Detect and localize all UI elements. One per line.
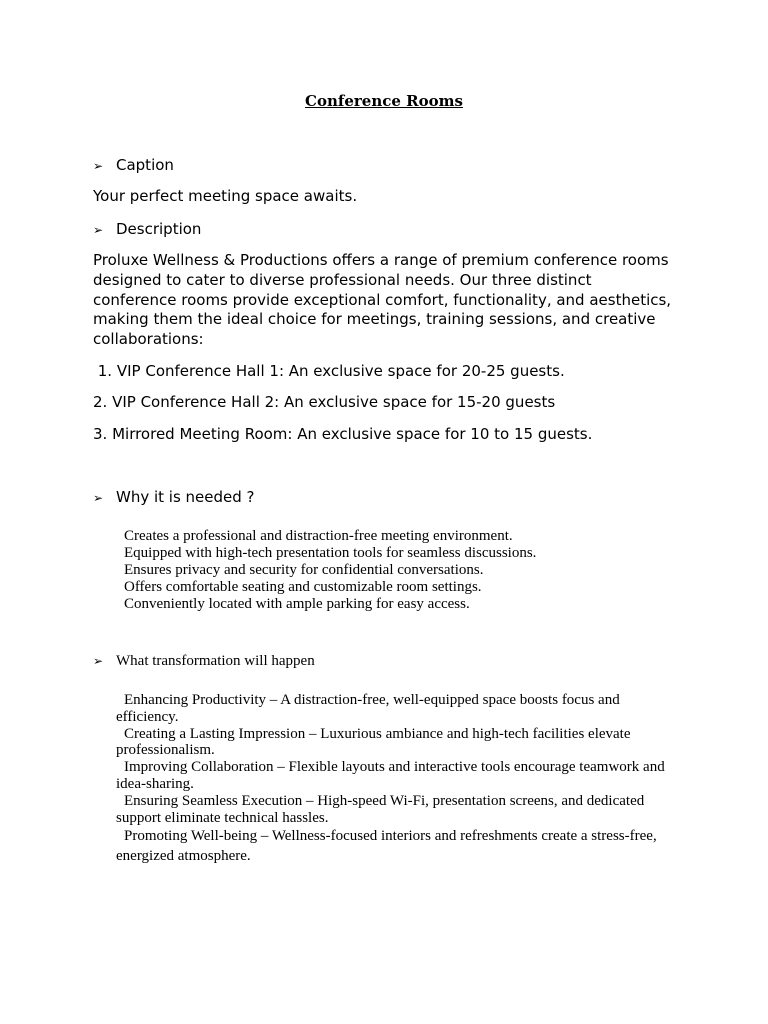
description-heading [93, 220, 201, 238]
why-heading-label: Why it is needed ? [116, 488, 255, 506]
why-list-item: Conveniently located with ample parking for easy access. [124, 596, 470, 612]
room-list-item: 2. VIP Conference Hall 2: An exclusive space for 15-20 guests [93, 393, 556, 411]
caption-text: Your perfect meeting space awaits. [93, 187, 358, 205]
arrow-bullet-icon: ➢ [93, 491, 104, 505]
transformation-heading [93, 653, 315, 670]
description-heading-label: Description [116, 220, 202, 238]
why-list-item: Ensures privacy and security for confidential conversations. [124, 562, 484, 578]
transformation-list-item: Enhancing Productivity – A distraction-free, well-equipped space boosts focus and efficiency. [116, 692, 620, 725]
caption-heading [93, 156, 174, 174]
why-list-item: Creates a professional and distraction-free meeting environment. [124, 528, 513, 544]
caption-heading-label: Caption [116, 156, 174, 174]
page-title: Conference Rooms [305, 92, 463, 110]
room-list-item: 3. Mirrored Meeting Room: An exclusive space for 10 to 15 guests. [93, 425, 593, 443]
why-list-item: Equipped with high-tech presentation tools for seamless discussions. [124, 545, 537, 561]
description-paragraph: Proluxe Wellness & Productions offers a range of premium conference rooms designed to cater to diverse professional needs. Our three distinct conference rooms provide exceptional comfort, functionality, and aesthetics, making them the ideal choice for meetings, training sessions, and creative collaborations: [93, 251, 672, 349]
arrow-bullet-icon: ➢ [93, 159, 104, 173]
transformation-heading-label: What transformation will happen [116, 653, 315, 669]
why-list-item: Offers comfortable seating and customizable room settings. [124, 579, 482, 595]
transformation-list [116, 692, 676, 866]
why-list [124, 528, 536, 613]
transformation-list-item: Creating a Lasting Impression – Luxurious ambiance and high-tech facilities elevate professionalism. [116, 725, 631, 759]
why-heading [93, 488, 255, 506]
transformation-list-item: Promoting Well-being – Wellness-focused interiors and refreshments create a stress-free, energized atmosphere. [116, 828, 657, 865]
transformation-list-item: Ensuring Seamless Execution – High-speed Wi-Fi, presentation screens, and dedicated support eliminate technical hassles. [116, 792, 645, 826]
arrow-bullet-icon: ➢ [93, 223, 104, 237]
room-list-item: 1. VIP Conference Hall 1: An exclusive space for 20-25 guests. [93, 362, 565, 380]
arrow-bullet-icon: ➢ [93, 654, 104, 668]
transformation-list-item: Improving Collaboration – Flexible layouts and interactive tools encourage teamwork and idea-sharing. [116, 759, 665, 792]
